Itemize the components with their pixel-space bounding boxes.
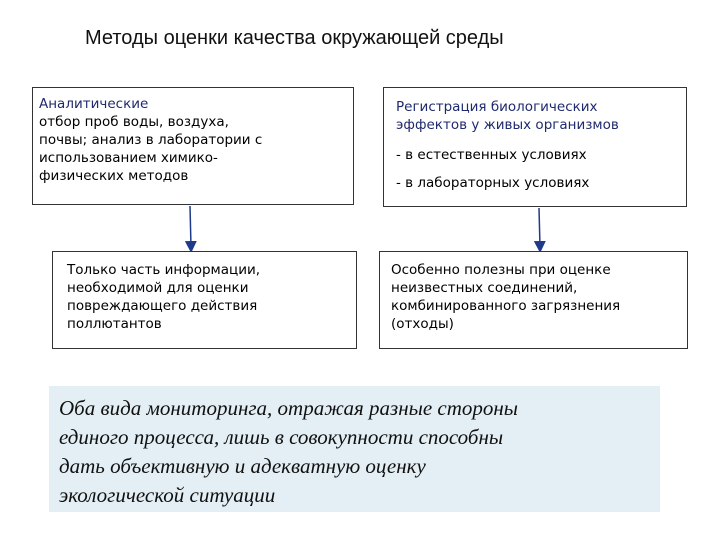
arrow-analytic-to-note: [190, 206, 191, 247]
summary-line: дать объективную и адекватную оценку: [59, 454, 426, 478]
biological-item: - в естественных условиях: [396, 147, 587, 163]
biological-effects-box: [383, 87, 687, 207]
biological-note-line: комбинированного загрязнения: [391, 298, 621, 314]
arrow-bio-to-note: [539, 208, 540, 247]
summary-box: [49, 386, 660, 512]
biological-note-line: неизвестных соединений,: [391, 280, 578, 296]
biological-note-line: (отходы): [391, 316, 454, 332]
analytic-note-line: поллютантов: [67, 316, 162, 332]
analytic-note-line: необходимой для оценки: [67, 280, 249, 296]
biological-note-box: [379, 251, 688, 349]
summary-line: экологической ситуации: [59, 483, 276, 507]
page-title: Методы оценки качества окружающей среды: [85, 27, 504, 49]
biological-heading: Регистрация биологических: [396, 99, 598, 115]
analytic-heading: Аналитические: [39, 96, 149, 112]
summary-line: единого процесса, лишь в совокупности способны: [59, 425, 504, 449]
analytic-line: физических методов: [39, 168, 189, 184]
summary-line: Оба вида мониторинга, отражая разные стороны: [59, 396, 519, 420]
analytic-line: отбор проб воды, воздуха,: [39, 114, 229, 130]
analytic-line: почвы; анализ в лаборатории с: [39, 132, 263, 148]
analytic-note-box: [52, 251, 357, 349]
biological-heading: эффектов у живых организмов: [396, 117, 619, 133]
biological-note-line: Особенно полезны при оценке: [391, 262, 611, 278]
biological-item: - в лабораторных условиях: [396, 175, 590, 191]
analytic-note-line: повреждающего действия: [67, 298, 258, 314]
analytic-note-line: Только часть информации,: [67, 262, 261, 278]
analytic-methods-box: [32, 87, 354, 205]
analytic-line: использованием химико-: [39, 150, 218, 166]
